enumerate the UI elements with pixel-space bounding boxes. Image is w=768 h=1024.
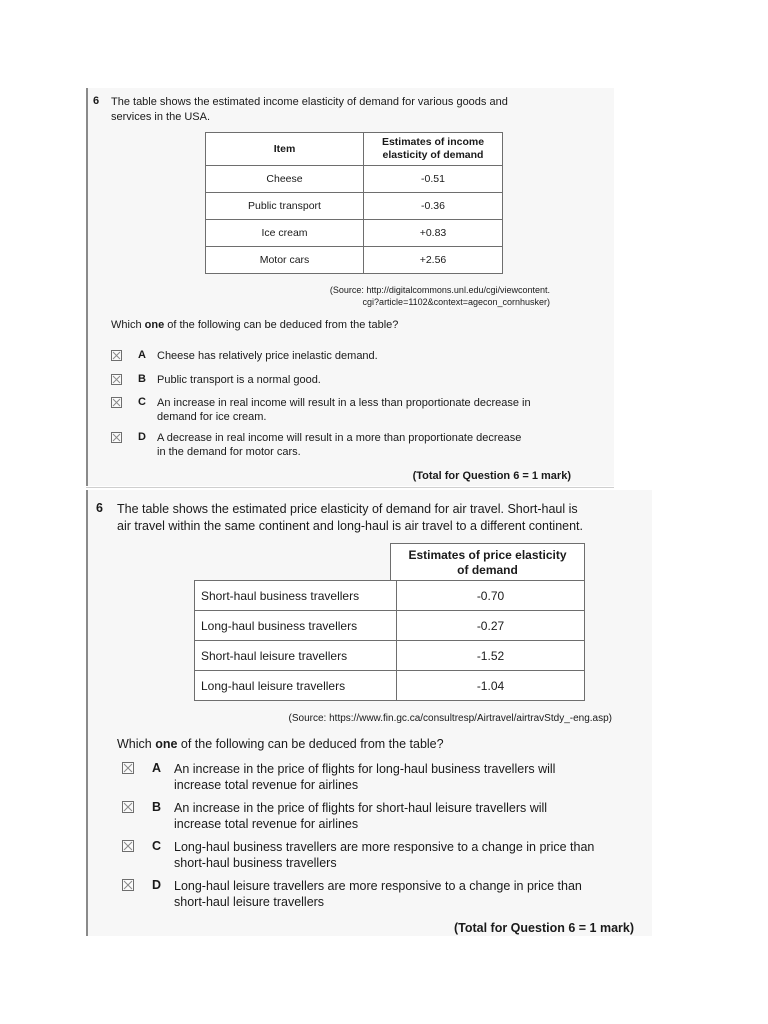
table-cell-value: -0.36	[364, 193, 503, 220]
income-elasticity-table	[205, 132, 503, 274]
option-text	[174, 839, 644, 872]
source-line: cgi?article=1102&context=agecon_cornhusker)	[362, 296, 550, 307]
question-prompt	[117, 737, 444, 751]
table-cell-value: -1.52	[397, 641, 585, 671]
option-line: An increase in the price of flights for short-haul leisure travellers will	[174, 801, 548, 815]
cross-icon	[112, 433, 121, 442]
answer-checkbox[interactable]	[122, 879, 134, 891]
option-letter: C	[138, 396, 146, 408]
table-row	[206, 193, 503, 220]
header-line: Estimates of income	[381, 136, 485, 149]
cross-icon	[112, 351, 121, 360]
table-cell-item: Long-haul business travellers	[195, 611, 397, 641]
table-row	[195, 611, 585, 641]
question-number: 6	[96, 501, 103, 515]
answer-checkbox[interactable]	[122, 801, 134, 813]
price-elasticity-table	[194, 580, 585, 701]
prompt-emphasis: one	[144, 319, 165, 331]
table-cell-value: -0.51	[364, 166, 503, 193]
table-header-estimate	[390, 543, 585, 581]
question-stem	[117, 501, 647, 535]
option-letter: C	[152, 839, 162, 853]
option-letter: D	[138, 431, 146, 443]
table-cell-value: -1.04	[397, 671, 585, 701]
answer-checkbox[interactable]	[122, 762, 134, 774]
question-stem-line: services in the USA.	[111, 110, 211, 123]
table-cell-item: Motor cars	[206, 247, 364, 274]
table-cell-item: Public transport	[206, 193, 364, 220]
prompt-text: of the following can be deduced from the table?	[164, 319, 399, 331]
option-text	[174, 878, 644, 911]
table-cell-item: Long-haul leisure travellers	[195, 671, 397, 701]
option-line: An increase in the price of flights for long-haul business travellers will	[174, 762, 556, 776]
option-line: Cheese has relatively price inelastic demand.	[157, 350, 378, 362]
option-letter: A	[138, 349, 146, 361]
option-letter: B	[152, 800, 162, 814]
table-cell-value: -0.27	[397, 611, 585, 641]
table-cell-item: Short-haul business travellers	[195, 581, 397, 611]
prompt-text: Which	[117, 737, 156, 751]
cross-icon	[123, 763, 133, 773]
option-letter: A	[152, 761, 162, 775]
table-cell-item: Short-haul leisure travellers	[195, 641, 397, 671]
question-stem-line: The table shows the estimated income elasticity of demand for various goods and	[111, 96, 508, 108]
prompt-text: of the following can be deduced from the table?	[177, 737, 444, 751]
cross-icon	[123, 841, 133, 851]
table-row	[195, 581, 585, 611]
header-line: of demand	[457, 562, 518, 577]
option-line: increase total revenue for airlines	[174, 778, 359, 793]
option-line: short-haul leisure travellers	[174, 895, 325, 910]
answer-checkbox[interactable]	[111, 432, 122, 443]
header-line: Estimates of price elasticity	[408, 547, 567, 562]
option-line: short-haul business travellers	[174, 856, 337, 871]
table-row	[206, 247, 503, 274]
option-text	[157, 373, 577, 387]
option-text	[157, 431, 597, 460]
question-stem-line: The table shows the estimated price elasticity of demand for air travel. Short-haul is	[117, 502, 578, 516]
option-line: Long-haul business travellers are more responsive to a change in price than	[174, 840, 595, 854]
answer-checkbox[interactable]	[111, 397, 122, 408]
total-marks: (Total for Question 6 = 1 mark)	[412, 470, 571, 482]
option-line: An increase in real income will result in a less than proportionate decrease in	[157, 397, 531, 409]
option-line: in the demand for motor cars.	[157, 446, 301, 459]
option-line: demand for ice cream.	[157, 411, 267, 424]
cross-icon	[123, 880, 133, 890]
table-header-item: Item	[206, 133, 364, 166]
table-cell-item: Cheese	[206, 166, 364, 193]
option-text	[157, 396, 597, 425]
margin-rule	[86, 88, 88, 486]
source-citation	[260, 285, 550, 308]
question-stem-line: air travel within the same continent and long-haul is air travel to a different continent.	[117, 518, 584, 533]
table-cell-value: +0.83	[364, 220, 503, 247]
table-row	[206, 166, 503, 193]
cross-icon	[112, 398, 121, 407]
cross-icon	[123, 802, 133, 812]
header-line: elasticity of demand	[382, 149, 484, 161]
option-text	[174, 800, 634, 833]
question-number: 6	[93, 95, 100, 107]
table-row	[195, 641, 585, 671]
table-header-estimate	[364, 133, 503, 166]
option-text	[174, 761, 634, 794]
question-prompt	[111, 319, 398, 331]
table-row	[195, 671, 585, 701]
option-letter: D	[152, 878, 162, 892]
option-line: Public transport is a normal good.	[157, 374, 321, 386]
option-line: A decrease in real income will result in a more than proportionate decrease	[157, 432, 522, 444]
cross-icon	[112, 375, 121, 384]
source-citation: (Source: https://www.fin.gc.ca/consultresp/Airtravel/airtravStdy_-eng.asp)	[288, 713, 612, 724]
answer-checkbox[interactable]	[111, 350, 122, 361]
question-stem	[111, 95, 591, 125]
source-line: (Source: http://digitalcommons.unl.edu/cgi/viewcontent.	[329, 285, 550, 295]
total-marks: (Total for Question 6 = 1 mark)	[453, 921, 634, 935]
prompt-emphasis: one	[155, 737, 178, 751]
answer-checkbox[interactable]	[122, 840, 134, 852]
prompt-text: Which	[111, 319, 145, 331]
option-line: increase total revenue for airlines	[174, 817, 359, 832]
margin-rule	[86, 490, 88, 936]
table-cell-item: Ice cream	[206, 220, 364, 247]
option-text	[157, 349, 577, 363]
answer-checkbox[interactable]	[111, 374, 122, 385]
section-divider	[86, 487, 614, 488]
table-row	[206, 220, 503, 247]
table-cell-value: +2.56	[364, 247, 503, 274]
option-letter: B	[138, 373, 146, 385]
option-line: Long-haul leisure travellers are more responsive to a change in price than	[174, 879, 582, 893]
table-cell-value: -0.70	[397, 581, 585, 611]
